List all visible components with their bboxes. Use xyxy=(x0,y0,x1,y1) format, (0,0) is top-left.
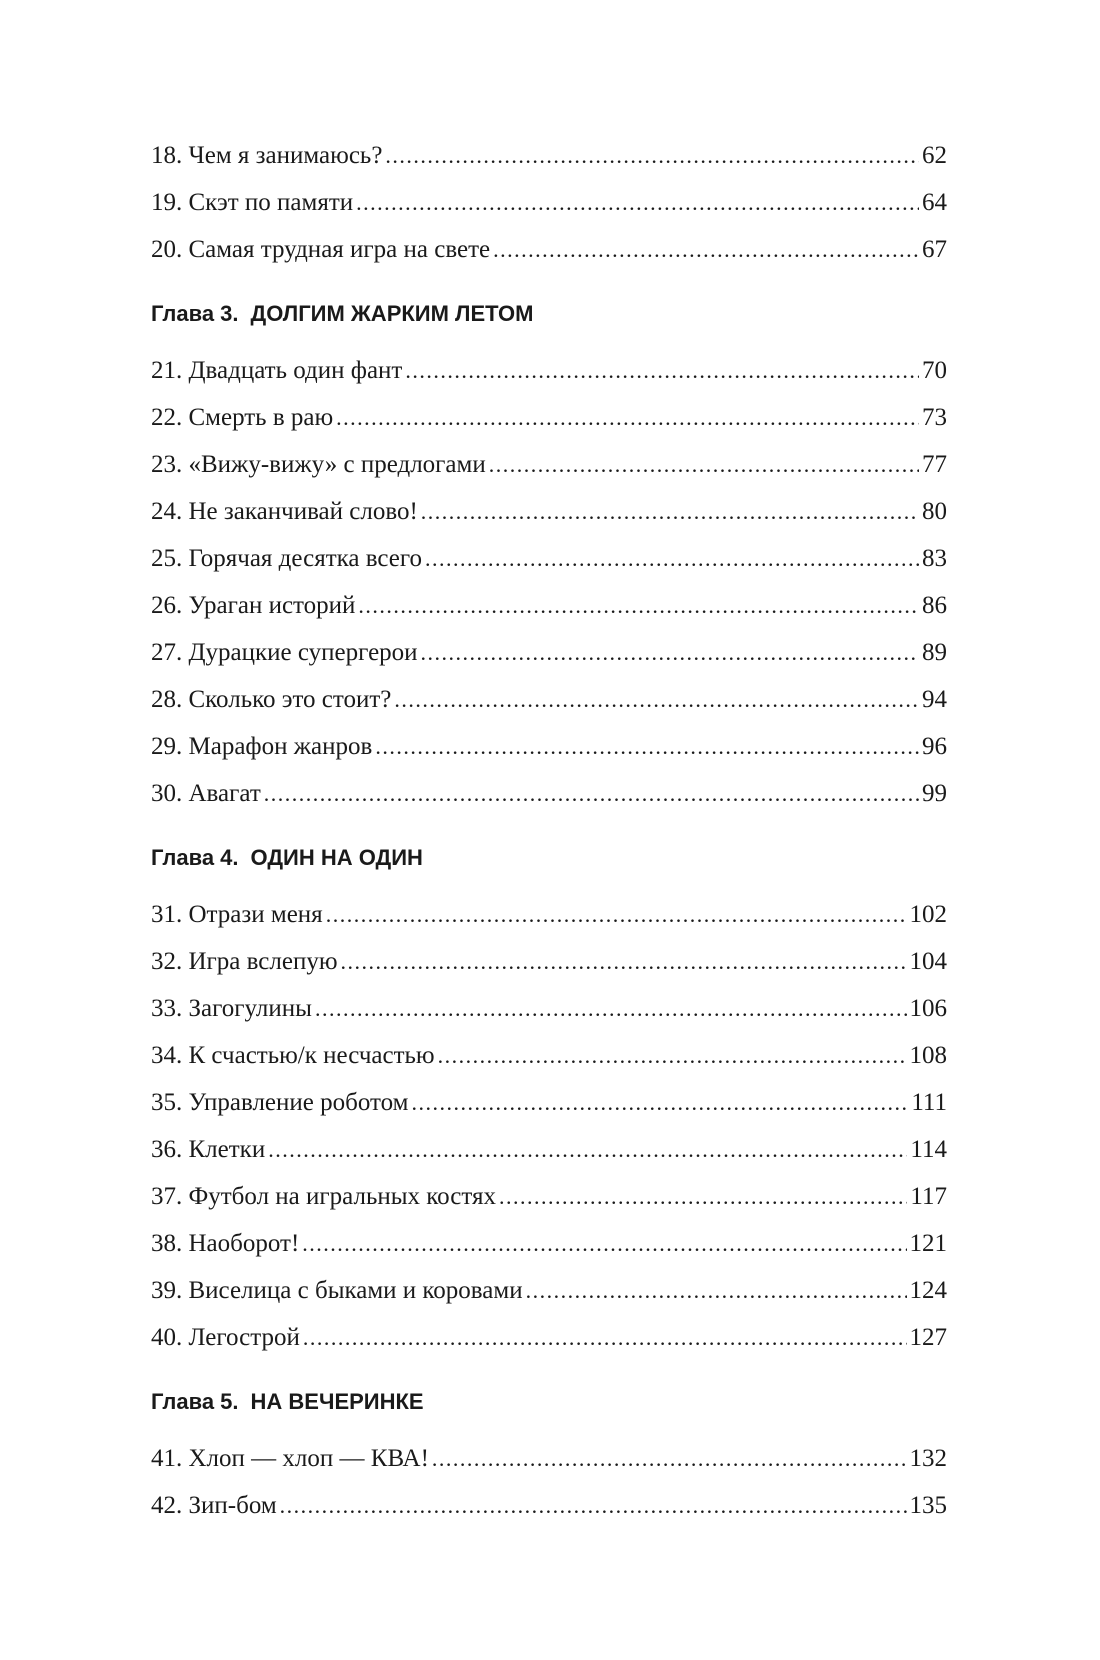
dot-leader xyxy=(375,723,919,770)
entry-title: 40. Легострой xyxy=(151,1324,300,1351)
toc-entry xyxy=(151,938,947,985)
chapter-name: ДОЛГИМ ЖАРКИМ ЛЕТОМ xyxy=(250,301,534,326)
toc-entry xyxy=(151,1220,947,1267)
entry-title: 42. Зип-бом xyxy=(151,1492,277,1519)
entry-page-number: 86 xyxy=(922,592,947,619)
dot-leader xyxy=(438,1032,907,1079)
dot-leader xyxy=(425,535,919,582)
entry-title: 24. Не заканчивай слово! xyxy=(151,498,418,525)
toc-entry xyxy=(151,226,947,273)
toc-section xyxy=(151,825,947,1361)
entry-page-number: 70 xyxy=(922,357,947,384)
chapter-label: Глава 4. xyxy=(151,845,239,870)
entry-page-number: 62 xyxy=(922,142,947,169)
toc-entry xyxy=(151,394,947,441)
dot-leader xyxy=(489,441,919,488)
toc-entry xyxy=(151,179,947,226)
toc-entry xyxy=(151,1173,947,1220)
chapter-heading xyxy=(151,1369,947,1435)
entry-title: 29. Марафон жанров xyxy=(151,733,373,760)
entry-title: 34. К счастью/к несчастью xyxy=(151,1042,435,1069)
entry-title: 26. Ураган историй xyxy=(151,592,356,619)
dot-leader xyxy=(303,1314,907,1361)
entry-title: 19. Скэт по памяти xyxy=(151,189,354,216)
dot-leader xyxy=(405,347,919,394)
toc-entry xyxy=(151,723,947,770)
entry-page-number: 108 xyxy=(909,1042,947,1069)
entry-title: 25. Горячая десятка всего xyxy=(151,545,423,572)
chapter-label: Глава 3. xyxy=(151,301,239,326)
entry-title: 21. Двадцать один фант xyxy=(151,357,403,384)
toc-entry xyxy=(151,676,947,723)
entry-title: 28. Сколько это стоит? xyxy=(151,686,392,713)
dot-leader xyxy=(336,394,919,441)
entry-page-number: 83 xyxy=(922,545,947,572)
entry-title: 33. Загогулины xyxy=(151,995,312,1022)
dot-leader xyxy=(411,1079,908,1126)
chapter-heading xyxy=(151,281,947,347)
entry-page-number: 124 xyxy=(909,1277,947,1304)
entry-page-number: 114 xyxy=(910,1136,947,1163)
entry-page-number: 94 xyxy=(922,686,947,713)
entry-title: 18. Чем я занимаюсь? xyxy=(151,142,383,169)
dot-leader xyxy=(385,132,919,179)
toc-entry xyxy=(151,1267,947,1314)
toc-entry xyxy=(151,535,947,582)
table-of-contents xyxy=(151,132,947,1529)
entry-page-number: 80 xyxy=(922,498,947,525)
toc-entry xyxy=(151,1126,947,1173)
entry-page-number: 117 xyxy=(910,1183,947,1210)
toc-entry xyxy=(151,629,947,676)
entry-page-number: 127 xyxy=(909,1324,947,1351)
toc-entry xyxy=(151,132,947,179)
toc-entry xyxy=(151,582,947,629)
toc-entry xyxy=(151,441,947,488)
entry-title: 39. Виселица с быками и коровами xyxy=(151,1277,523,1304)
entry-title: 35. Управление роботом xyxy=(151,1089,409,1116)
entry-title: 22. Смерть в раю xyxy=(151,404,334,431)
dot-leader xyxy=(493,226,919,273)
dot-leader xyxy=(264,770,919,817)
entry-title: 23. «Вижу-вижу» с предлогами xyxy=(151,451,486,478)
entry-title: 32. Игра вслепую xyxy=(151,948,338,975)
dot-leader xyxy=(358,582,919,629)
entry-page-number: 77 xyxy=(922,451,947,478)
dot-leader xyxy=(421,629,919,676)
dot-leader xyxy=(326,891,907,938)
toc-entry xyxy=(151,985,947,1032)
toc-section xyxy=(151,1369,947,1529)
entry-title: 38. Наоборот! xyxy=(151,1230,300,1257)
chapter-name: ОДИН НА ОДИН xyxy=(250,845,423,870)
entry-page-number: 96 xyxy=(922,733,947,760)
toc-entry xyxy=(151,1032,947,1079)
toc-entry xyxy=(151,891,947,938)
dot-leader xyxy=(421,488,919,535)
dot-leader xyxy=(341,938,907,985)
chapter-heading xyxy=(151,825,947,891)
entry-title: 41. Хлоп — хлоп — КВА! xyxy=(151,1445,429,1472)
entry-page-number: 102 xyxy=(909,901,947,928)
toc-entry xyxy=(151,1314,947,1361)
entry-title: 37. Футбол на игральных костях xyxy=(151,1183,496,1210)
entry-title: 30. Авагат xyxy=(151,780,261,807)
entry-page-number: 104 xyxy=(909,948,947,975)
toc-entry xyxy=(151,1079,947,1126)
dot-leader xyxy=(280,1482,907,1529)
entry-page-number: 106 xyxy=(909,995,947,1022)
dot-leader xyxy=(356,179,919,226)
entry-title: 36. Клетки xyxy=(151,1136,266,1163)
dot-leader xyxy=(394,676,919,723)
dot-leader xyxy=(302,1220,906,1267)
toc-section xyxy=(151,281,947,817)
dot-leader xyxy=(268,1126,907,1173)
chapter-name: НА ВЕЧЕРИНКЕ xyxy=(250,1389,424,1414)
entry-page-number: 111 xyxy=(911,1089,947,1116)
entry-title: 27. Дурацкие супергерои xyxy=(151,639,418,666)
entry-page-number: 64 xyxy=(922,189,947,216)
entry-title: 20. Самая трудная игра на свете xyxy=(151,236,491,263)
entry-page-number: 89 xyxy=(922,639,947,666)
chapter-label: Глава 5. xyxy=(151,1389,239,1414)
toc-entry xyxy=(151,1435,947,1482)
entry-page-number: 135 xyxy=(909,1492,947,1519)
toc-entry xyxy=(151,1482,947,1529)
dot-leader xyxy=(526,1267,907,1314)
dot-leader xyxy=(499,1173,907,1220)
toc-entry xyxy=(151,347,947,394)
toc-section xyxy=(151,132,947,273)
dot-leader xyxy=(315,985,907,1032)
entry-title: 31. Отрази меня xyxy=(151,901,323,928)
entry-page-number: 121 xyxy=(909,1230,947,1257)
entry-page-number: 132 xyxy=(909,1445,947,1472)
dot-leader xyxy=(432,1435,907,1482)
entry-page-number: 99 xyxy=(922,780,947,807)
entry-page-number: 73 xyxy=(922,404,947,431)
toc-entry xyxy=(151,770,947,817)
toc-entry xyxy=(151,488,947,535)
entry-page-number: 67 xyxy=(922,236,947,263)
